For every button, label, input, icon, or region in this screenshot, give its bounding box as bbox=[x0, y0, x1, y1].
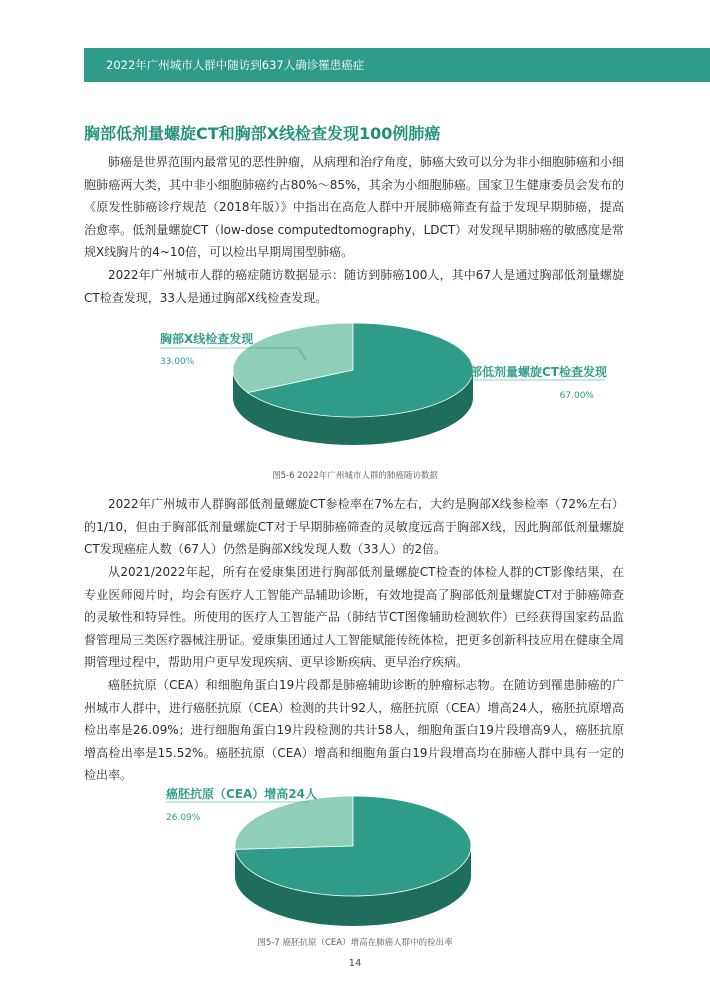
paragraph-ai-assist: 从2021/2022年起，所有在爱康集团进行胸部低剂量螺旋CT检查的体检人群的CT影像结果，在专业医师阅片时，均会有医疗人工智能产品辅助诊断，有效地提高了胸部低剂量螺旋CT对于肺癌筛查的灵敏性和特异性。所使用的医疗人工智能产品（肺结节CT图像辅助检测软件）已经获得国家药品监督管理局三类医疗器械注册证。爱康集团通过人工智能赋能传统体检，把更多创新科技应用在健康全周期管理过程中，帮助用户更早发现疾病、更早诊断疾病、更早治疗疾病。 bbox=[84, 565, 625, 670]
pie1-label-xray: 胸部X线检查发现 bbox=[160, 332, 254, 346]
pie1-value-xray: 33.00% bbox=[160, 357, 195, 367]
pie2-slice-cea-elevated bbox=[235, 796, 353, 849]
page-header-bar bbox=[84, 48, 710, 82]
pie-chart-2 bbox=[0, 780, 710, 930]
pie-chart-1 bbox=[0, 318, 710, 486]
chart-cea-detection bbox=[0, 780, 710, 930]
chart-lung-cancer-detection bbox=[0, 318, 710, 486]
page-header-title: 2022年广州城市人群中随访到637人确诊罹患癌症 bbox=[106, 58, 365, 72]
paragraph-ldct-rate: 2022年广州城市人群胸部低剂量螺旋CT参检率在7%左右，大约是胸部X线参检率（72%左右）的1/10，但由于胸部低剂量螺旋CT对于早期肺癌筛查的灵敏度远高于胸部X线，因此胸部低剂量螺旋CT发现癌症人数（67人）仍然是胸部X线发现人数（33人）的2倍。 bbox=[84, 497, 624, 557]
pie1-value-ldct: 67.00% bbox=[559, 391, 594, 401]
paragraph-tumor-markers: 癌胚抗原（CEA）和细胞角蛋白19片段都是肺癌辅助诊断的肿瘤标志物。在随访到罹患肺癌的广州城市人群中，进行癌胚抗原（CEA）检测的共计92人，癌胚抗原（CEA）增高24人，癌胚抗原增高检出率是26.09%；进行细胞角蛋白19片段检测的共计58人，细胞角蛋白19片段增高9人，癌胚抗原增高检出率是15.52%。癌胚抗原（CEA）增高和细胞角蛋白19片段增高均在肺癌人群中具有一定的检出率。 bbox=[84, 678, 624, 783]
figure-caption-5-7: 图5-7 癌胚抗原（CEA）增高在肺癌人群中的检出率 bbox=[257, 938, 453, 948]
paragraph-followup-data: 2022年广州城市人群的癌症随访数据显示：随访到肺癌100人，其中67人是通过胸部低剂量螺旋CT检查发现，33人是通过胸部X线检查发现。 bbox=[84, 268, 624, 305]
page-number: 14 bbox=[348, 958, 362, 969]
pie2-value-cea: 26.09% bbox=[166, 813, 201, 823]
pie2-label-cea: 癌胚抗原（CEA）增高24人 bbox=[166, 787, 317, 801]
paragraph-lung-cancer-intro: 肺癌是世界范围内最常见的恶性肿瘤，从病理和治疗角度，肺癌大致可以分为非小细胞肺癌和小细胞肺癌两大类，其中非小细胞肺癌约占80%～85%，其余为小细胞肺癌。国家卫生健康委员会发布的《原发性肺癌诊疗规范（2018年版）》中指出在高危人群中开展肺癌筛查有益于发现早期肺癌，提高治愈率。低剂量螺旋CT（low-dose computedtomography，LDCT）对发现早期肺癌的敏感度是常规X线胸片的4~10倍，可以检出早期周围型肺癌。 bbox=[84, 155, 625, 260]
section-title: 胸部低剂量螺旋CT和胸部X线检查发现100例肺癌 bbox=[84, 124, 441, 143]
figure-caption-5-6: 图5-6 2022年广州城市人群的肺癌随访数据 bbox=[272, 471, 438, 481]
pie1-label-ldct: 胸部低剂量螺旋CT检查发现 bbox=[458, 365, 607, 379]
